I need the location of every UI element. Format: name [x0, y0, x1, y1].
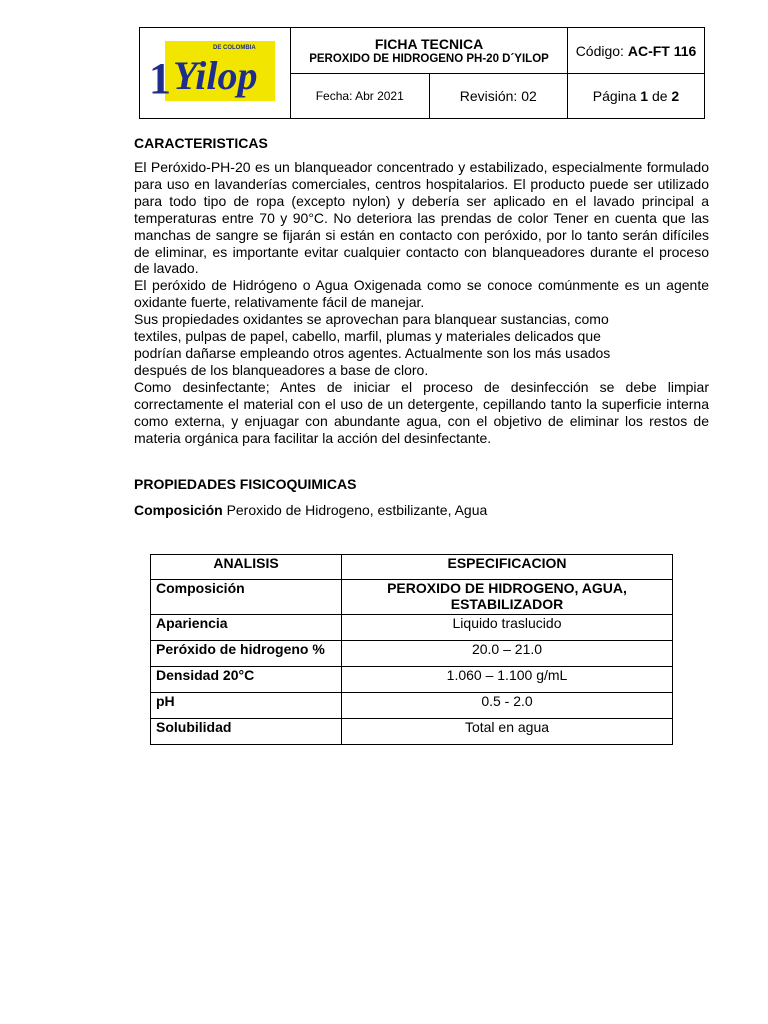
paragraph-1: El Peróxido-PH-20 es un blanqueador concentrado y estabilizado, especialmente formulado para uso en lavanderías comerciales, centros hospitalarios. El producto puede ser utilizado para todo tipo de ropa (excepto nylon) y debería ser aplicado en el lavado principal a temperaturas entre 70 y 90°C. No deteriora las prendas de color Tener en cuenta que las manchas de sangre se fijarán si están en contacto con peróxido, por lo tanto serán difíciles de eliminar, es importante evitar cualquier contacto con blanqueadores durante el proceso de lavado. [134, 159, 709, 277]
spec-cell: 20.0 – 21.0 [342, 641, 673, 667]
title-cell [291, 28, 568, 74]
table-header-row [151, 555, 673, 580]
composition-text: Peroxido de Hidrogeno, estbilizante, Agua [226, 502, 488, 518]
logo-brand: Yilop [173, 52, 258, 98]
header-analysis: ANALISIS [151, 555, 342, 580]
analysis-cell: Peróxido de hidrogeno % [151, 641, 342, 667]
properties-heading: PROPIEDADES FISICOQUIMICAS [134, 476, 357, 492]
document-revision: Revisión: 02 [459, 88, 537, 104]
characteristics-heading: CARACTERISTICAS [134, 135, 268, 151]
code-value: AC-FT 116 [627, 42, 697, 59]
spec-cell: Liquido traslucido [342, 615, 673, 641]
table-row [151, 667, 673, 693]
spec-cell: 0.5 - 2.0 [342, 693, 673, 719]
page-cell [568, 74, 705, 119]
code-label: Código: [575, 42, 624, 59]
page-of: de [651, 88, 668, 104]
analysis-cell: pH [151, 693, 342, 719]
logo-tagline: DE COLOMBIA [213, 44, 256, 51]
analysis-cell: Densidad 20°C [151, 667, 342, 693]
paragraph-2: El peróxido de Hidrógeno o Agua Oxigenada como se conoce comúnmente es un agente oxidante fuerte, relativamente fácil de manejar. [134, 277, 709, 311]
paragraph-3: Sus propiedades oxidantes se aprovechan para blanquear sustancias, como textiles, pulpas de papel, cabello, marfil, plumas y materiales delicados que podrían dañarse empleando otros agentes. Actualmente son los más usados después de los blanqueadores a base de cloro. [134, 311, 611, 378]
document-subtitle: PEROXIDO DE HIDROGENO PH-20 D´YILOP [309, 52, 549, 65]
document-title: FICHA TECNICA [374, 35, 484, 52]
date-cell [291, 74, 430, 119]
page-current: 1 [640, 88, 649, 104]
header-specification: ESPECIFICACION [342, 555, 673, 580]
page-total: 2 [671, 88, 680, 104]
paragraph-4: Como desinfectante; Antes de iniciar el proceso de desinfección se debe limpiar correctamente el material con el uso de un detergente, cepillando tanto la superficie interna como externa, y enjuagar con abundante agua, con el objetivo de eliminar los restos de materia orgánica para facilitar la acción del desinfectante. [134, 378, 709, 446]
logo-number: 1 [149, 53, 171, 103]
spec-cell: PEROXIDO DE HIDROGENO, AGUA, ESTABILIZADOR [342, 580, 673, 615]
composition-label: Composición [134, 502, 223, 518]
table-row [151, 693, 673, 719]
analysis-cell: Solubilidad [151, 719, 342, 745]
table-row [151, 719, 673, 745]
characteristics-body [134, 159, 709, 446]
company-logo [140, 28, 291, 119]
table-row [151, 615, 673, 641]
spec-cell: 1.060 – 1.100 g/mL [342, 667, 673, 693]
page-label: Página [592, 88, 637, 104]
table-row [151, 641, 673, 667]
analysis-cell: Composición [151, 580, 342, 615]
code-cell [568, 28, 705, 74]
table-row [151, 580, 673, 615]
document-date: Fecha: Abr 2021 [315, 89, 404, 103]
specification-table [150, 554, 673, 745]
composition-line [134, 502, 487, 518]
revision-cell [429, 74, 568, 119]
spec-cell: Total en agua [342, 719, 673, 745]
analysis-cell: Apariencia [151, 615, 342, 641]
document-header [139, 27, 705, 119]
yilop-logo-icon [145, 31, 285, 111]
